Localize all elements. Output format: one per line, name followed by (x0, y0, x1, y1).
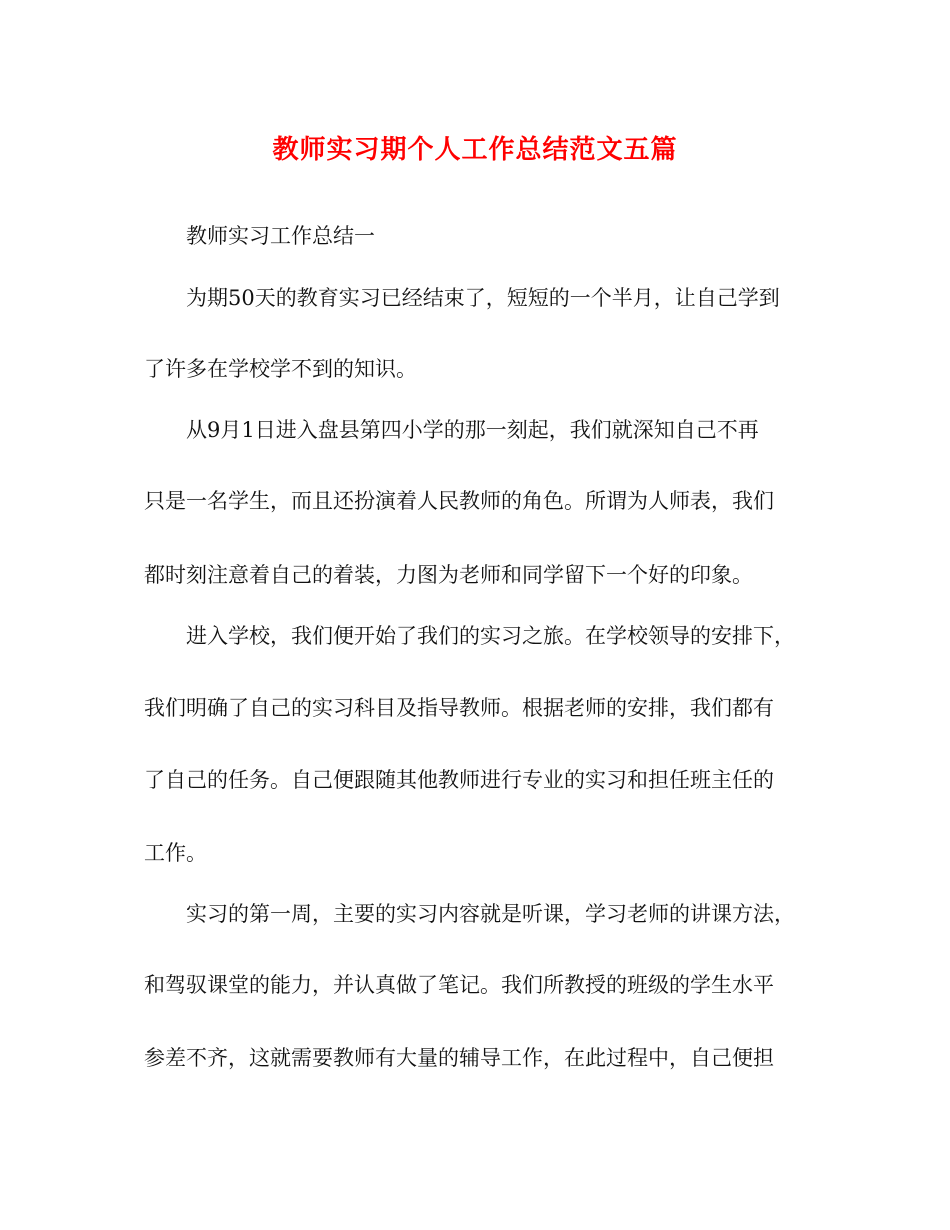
paragraph-line: 工作。 (144, 841, 207, 865)
paragraph-line: 只是一名学生，而且还扮演着人民教师的角色。所谓为人师表，我们 (144, 489, 774, 513)
paragraph-line: 实习的第一周，主要的实习内容就是听课，学习老师的讲课方法， (186, 902, 795, 926)
paragraph-line: 我们明确了自己的实习科目及指导教师。根据老师的安排，我们都有 (144, 696, 774, 720)
paragraph-line: 进入学校，我们便开始了我们的实习之旅。在学校领导的安排下， (186, 624, 795, 648)
paragraph-line: 了许多在学校学不到的知识。 (144, 357, 417, 381)
paragraph-line: 从9月1日进入盘县第四小学的那一刻起，我们就深知自己不再 (186, 418, 759, 442)
paragraph-line: 为期50天的教育实习已经结束了，短短的一个半月，让自己学到 (186, 286, 780, 310)
paragraph-line: 了自己的任务。自己便跟随其他教师进行专业的实习和担任班主任的 (144, 768, 774, 792)
document-title: 教师实习期个人工作总结范文五篇 (272, 135, 678, 165)
section-heading: 教师实习工作总结一 (186, 224, 375, 248)
paragraph-line: 和驾驭课堂的能力，并认真做了笔记。我们所教授的班级的学生水平 (144, 973, 774, 997)
paragraph-line: 参差不齐，这就需要教师有大量的辅导工作，在此过程中，自己便担 (144, 1046, 774, 1070)
paragraph-line: 都时刻注意着自己的着装，力图为老师和同学留下一个好的印象。 (144, 563, 753, 587)
